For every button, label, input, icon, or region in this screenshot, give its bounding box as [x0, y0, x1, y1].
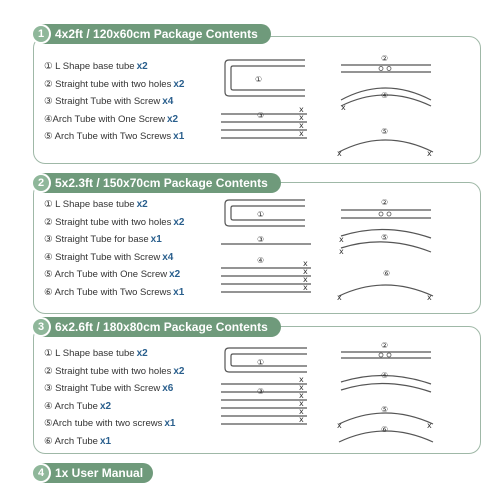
screw-mark: x — [299, 113, 304, 122]
callout-1: ① — [255, 75, 263, 84]
callout-5: ⑤ — [381, 233, 389, 242]
svg-text:x: x — [337, 421, 342, 430]
list-item: ④ Arch Tube x2 — [44, 400, 112, 412]
section-2-badge: 2 — [33, 175, 49, 191]
screw-mark: x — [427, 149, 432, 158]
callout-1: ① — [257, 210, 265, 219]
list-item: ① L Shape base tube x2 — [44, 61, 148, 72]
section-2-parts-illustration — [215, 190, 445, 308]
list-item: ① L Shape base tube x2 — [44, 199, 148, 210]
section-3-badge: 3 — [33, 319, 49, 335]
list-item: ⑥ Arch Tube with Two Screws x1 — [44, 286, 185, 298]
screw-mark: x — [299, 121, 304, 130]
user-manual-badge: 4 — [33, 465, 49, 481]
svg-text:x: x — [303, 283, 308, 292]
section-2-item-list — [44, 196, 184, 301]
callout-6: ⑥ — [381, 425, 389, 434]
svg-text:x: x — [299, 383, 304, 392]
svg-text:x: x — [299, 407, 304, 416]
callout-2: ② — [381, 54, 389, 63]
svg-text:x: x — [337, 293, 342, 302]
list-item: ④ Straight Tube with Screw x4 — [44, 251, 174, 263]
callout-4: ④ — [381, 371, 389, 380]
svg-text:x: x — [303, 267, 308, 276]
list-item: ② Straight tube with two holes x2 — [44, 216, 185, 228]
list-item: ⑥ Arch Tube x1 — [44, 435, 112, 447]
screw-mark: x — [299, 129, 304, 138]
callout-2: ② — [381, 198, 389, 207]
list-item: ⑤Arch tube with two screws x1 — [44, 418, 176, 429]
svg-text:x: x — [339, 247, 344, 256]
list-item: ② Straight tube with two holes x2 — [44, 78, 185, 90]
list-item: ⑤ Arch Tube with Two Screws x1 — [44, 131, 185, 142]
callout-5: ⑤ — [381, 405, 389, 414]
list-item: ① L Shape base tube x2 — [44, 348, 148, 359]
list-item: ⑤ Arch Tube with One Screw x2 — [44, 269, 181, 280]
callout-5: ⑤ — [381, 127, 389, 136]
section-1-parts-illustration — [215, 48, 445, 160]
svg-text:x: x — [427, 293, 432, 302]
list-item: ③ Straight Tube with Screw x4 — [44, 96, 174, 107]
callout-4: ④ — [381, 91, 389, 100]
svg-text:x: x — [299, 415, 304, 424]
list-item: ③ Straight Tube for base x1 — [44, 234, 162, 245]
svg-text:x: x — [303, 259, 308, 268]
callout-4: ④ — [257, 256, 265, 265]
svg-text:x: x — [339, 235, 344, 244]
section-1-title: 4x2ft / 120x60cm Package Contents — [33, 24, 271, 44]
arch-tube-illustration — [339, 140, 433, 152]
callout-6: ⑥ — [383, 269, 391, 278]
screw-mark: x — [337, 149, 342, 158]
section-1-item-list — [44, 58, 184, 146]
list-item: ② Straight tube with two holes x2 — [44, 365, 185, 377]
callout-3: ③ — [257, 111, 265, 120]
list-item: ④Arch Tube with One Screw x2 — [44, 113, 179, 125]
callout-3: ③ — [257, 387, 265, 396]
svg-text:x: x — [427, 421, 432, 430]
screw-mark: x — [341, 103, 346, 112]
svg-text:x: x — [303, 275, 308, 284]
svg-text:x: x — [299, 399, 304, 408]
section-3-title: 6x2.6ft / 180x80cm Package Contents — [33, 317, 281, 337]
screw-mark: x — [299, 105, 304, 114]
user-manual-title: 1x User Manual — [33, 463, 153, 483]
callout-3: ③ — [257, 235, 265, 244]
callout-1: ① — [257, 358, 265, 367]
section-3-item-list — [44, 345, 184, 450]
l-shape-tube-illustration — [231, 66, 305, 90]
section-2-title: 5x2.3ft / 150x70cm Package Contents — [33, 173, 281, 193]
section-3-parts-illustration — [215, 338, 445, 452]
section-1-badge: 1 — [33, 26, 49, 42]
svg-text:x: x — [299, 391, 304, 400]
callout-2: ② — [381, 341, 389, 350]
svg-text:x: x — [299, 375, 304, 384]
list-item: ③ Straight Tube with Screw x6 — [44, 383, 174, 394]
